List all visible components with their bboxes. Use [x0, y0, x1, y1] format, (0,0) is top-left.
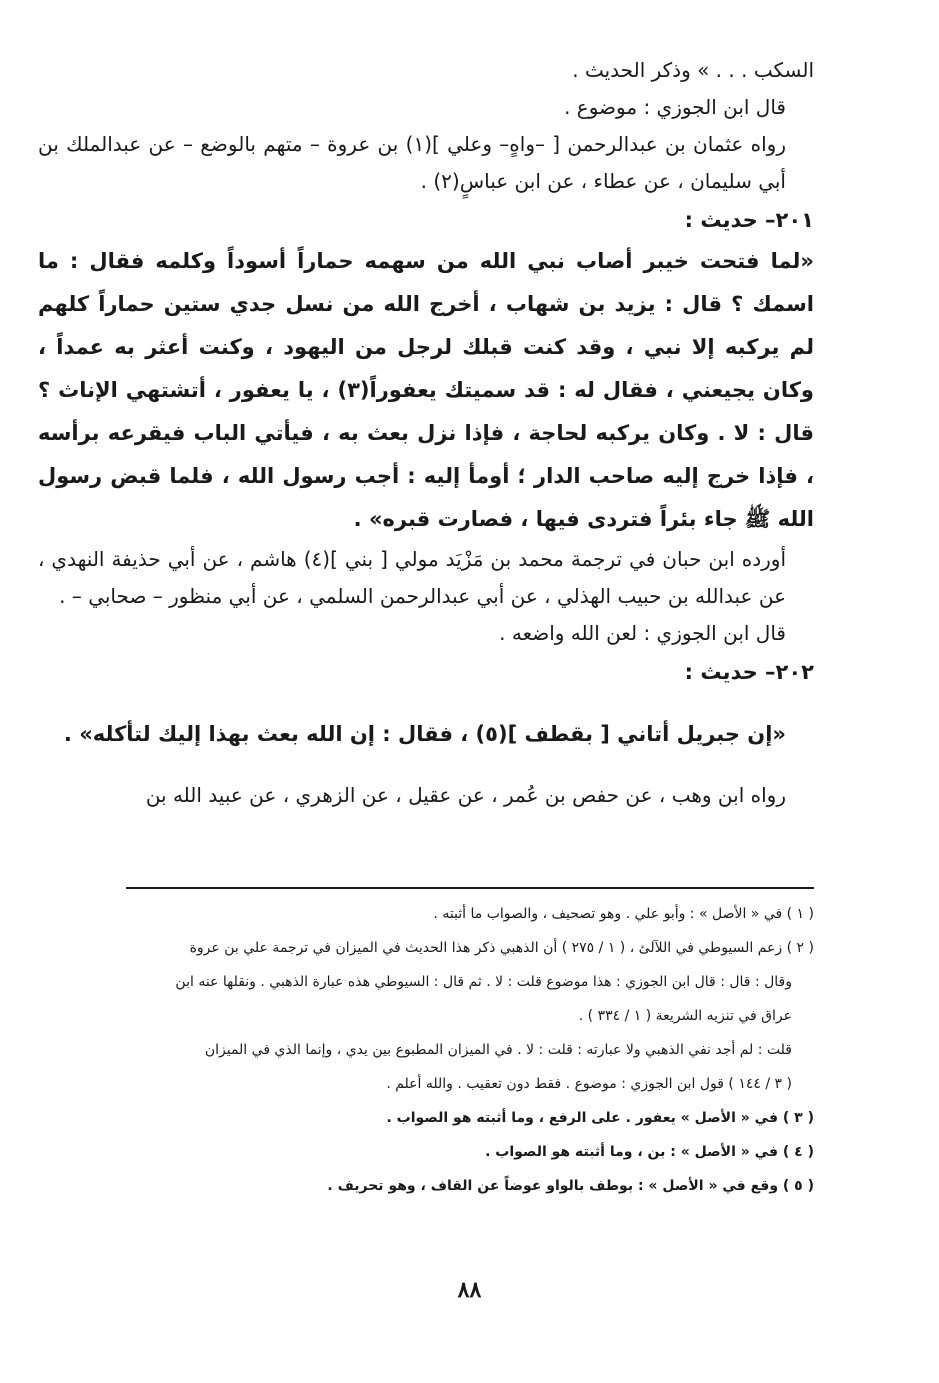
hadith-202-heading: ٢٠٢– حديث : [684, 660, 814, 684]
footnote-2-line-4: قلت : لم أجد نفي الذهبي ولا عبارته : قلت : لا . في الميزان المطبوع بين يدي ، وإنما الذي في الميزان [204, 1042, 792, 1058]
hadith-201-source: أورده ابن حبان في ترجمة محمد بن مَزْيَد مولي [ بني ](٤) هاشم ، عن أبي حذيفة النهدي ، عن عبدالله بن حبيب الهذلي ، عن أبي عبدالرحمن السلمي ، عن أبي منظور – صحابي – . [38, 547, 786, 608]
intro-line: السكب . . . » وذكر الحديث . [572, 58, 814, 82]
hadith-202-source: رواه ابن وهب ، عن حفص بن عُمر ، عن عقيل ، عن الزهري ، عن عبيد الله بن [145, 783, 786, 807]
hadith-201-text-block [38, 240, 814, 541]
hadith-201-heading: ٢٠١– حديث : [684, 208, 814, 232]
footnote-2 [38, 931, 814, 1101]
ibn-jawzi-ruling: قال ابن الجوزي : موضوع . [564, 95, 786, 119]
hadith-202-text: «إن جبريل أتاني [ بقطف ](٥) ، فقال : إن الله بعث بهذا إليك لتأكله» . [63, 722, 786, 746]
narration-chain: رواه عثمان بن عبدالرحمن [ –واهٍ– وعلي ](١) بن عروة – متهم بالوضع – عن عبدالملك بن أبي سليمان ، عن عطاء ، عن ابن عباسٍ(٢) . [38, 132, 787, 193]
footnote-2-line-3: عراق في تنزيه الشريعة ( ١ / ٣٣٤ ) . [578, 1008, 792, 1024]
footnote-4: ( ٤ ) في « الأصل » : بن ، وما أثبته هو الصواب . [485, 1144, 814, 1160]
footnotes [38, 897, 814, 1203]
footnote-2-line-2: وقال : قال : قال ابن الجوزي : هذا موضوع قلت : لا . ثم قال : السيوطي هذه عبارة الذهبي . ونقلها عنه ابن [175, 974, 792, 990]
footnote-1: ( ١ ) في « الأصل » : وأبو علي . وهو تصحيف ، والصواب ما أثبته . [433, 906, 814, 922]
footnote-3: ( ٣ ) في « الأصل » يعفور . على الرفع ، وما أثبته هو الصواب . [386, 1110, 814, 1126]
footnote-2-line-1: ( ٢ ) زعم السيوطي في اللآلئ ، ( ١ / ٢٧٥ ) أن الذهبي ذكر هذا الحديث في الميزان في ترجمة علي بن عروة [189, 940, 814, 956]
footnote-2-line-5: ( ٣ / ١٤٤ ) قول ابن الجوزي : موضوع . فقط دون تعقيب . والله أعلم . [386, 1076, 792, 1092]
main-text [38, 52, 814, 814]
hadith-201-text: «لما فتحت خيبر أصاب نبي الله من سهمه حماراً أسوداً وكلمه فقال : ما اسمك ؟ قال : يزيد بن شهاب ، أخرج الله من نسل جدي ستين حماراً كلهم لم يركبه إلا نبي ، وقد كنت قبلك لرجل من اليهود ، وكنت أعثر به عمداً ، وكان يجيعني ، فقال له : قد سميتك يعفوراً(٣) ، يا يعفور ، أتشتهي الإناث ؟ قال : لا . وكان يركبه لحاجة ، فإذا نزل بعث به ، فيأتي الباب فيقرعه برأسه ، فإذا خرج إليه صاحب الدار ؛ أومأ إليه : أجب رسول الله ، فلما قبض رسول الله ﷺ جاء بئراً فتردى فيها ، فصارت قبره» . [38, 249, 814, 531]
hadith-201-ruling: قال ابن الجوزي : لعن الله واضعه . [499, 621, 786, 645]
page-number: ٨٨ [457, 1277, 482, 1303]
footnote-divider [126, 887, 814, 889]
footnote-5: ( ٥ ) وقع في « الأصل » : بوطف بالواو عوضاً عن القاف ، وهو تحريف . [327, 1178, 814, 1194]
